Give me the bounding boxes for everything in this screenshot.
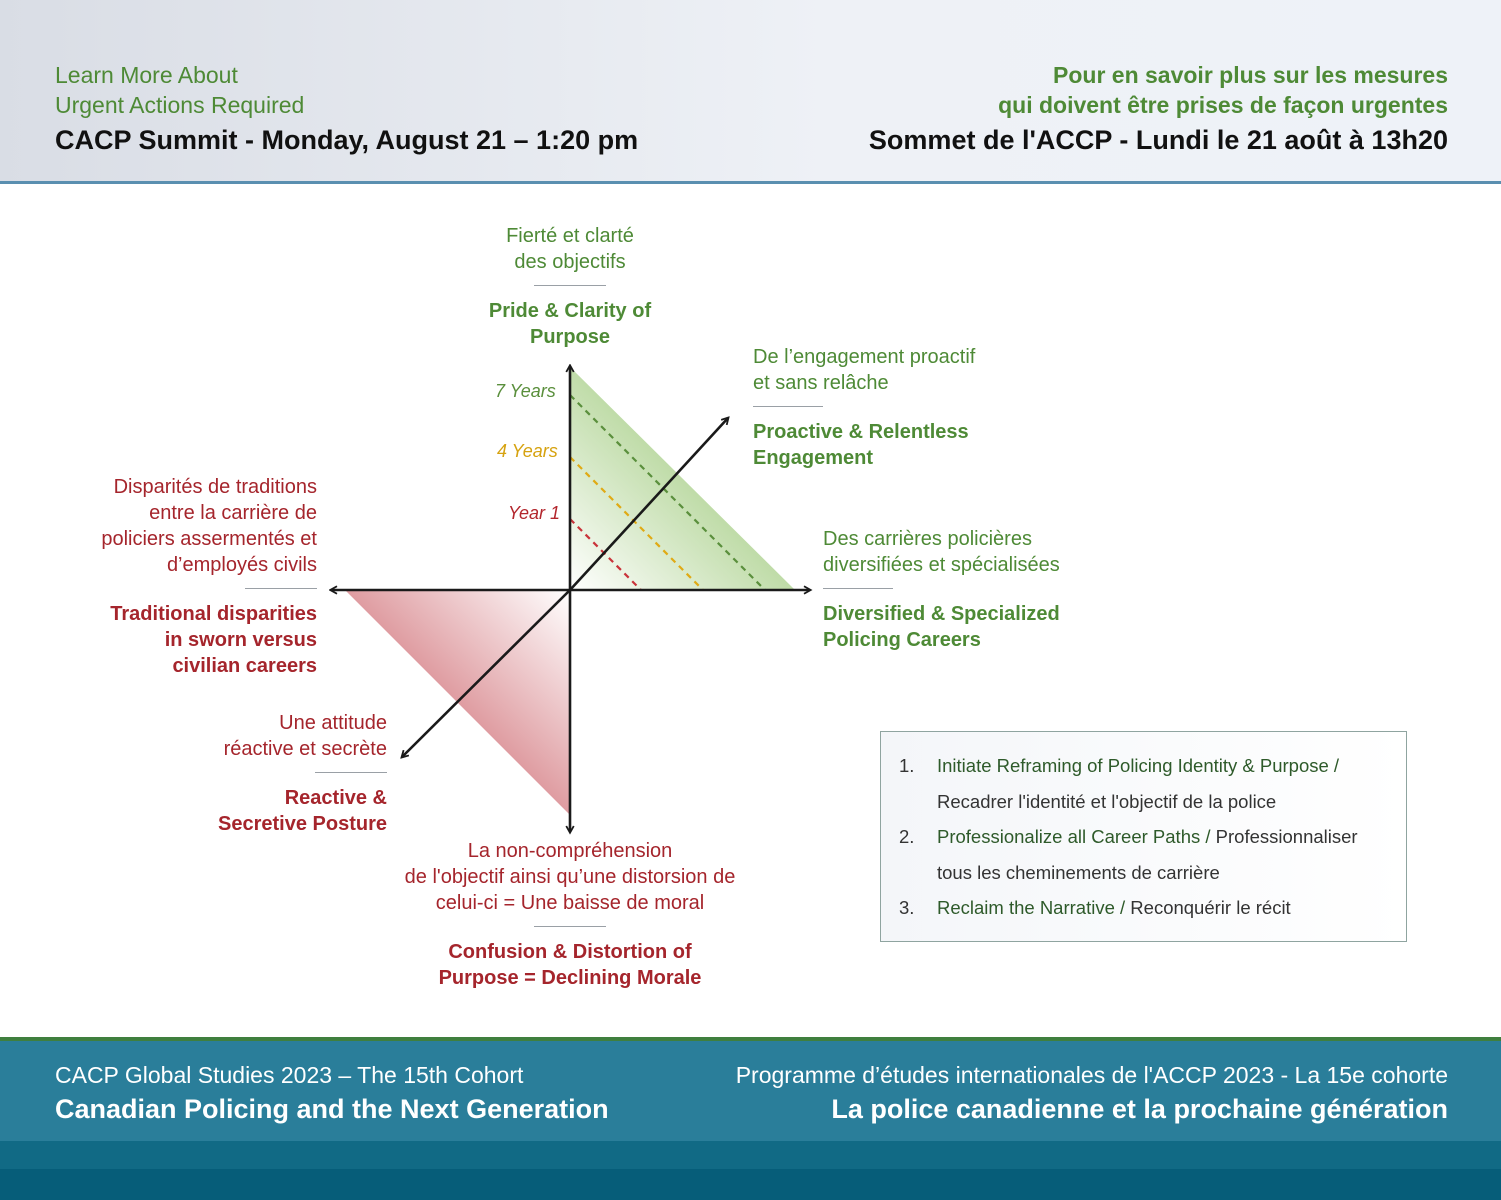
right-en-line1: Diversified & Specialized <box>823 603 1060 625</box>
action-number: 1. <box>899 755 915 776</box>
footer-right <box>736 1059 1448 1127</box>
left-fr-line3: policiers assermentés et <box>101 528 317 550</box>
action-en-text: Reclaim the Narrative / <box>937 897 1126 918</box>
right-fr-line1: Des carrières policières <box>823 528 1032 550</box>
header-left-line2: Urgent Actions Required <box>55 92 305 118</box>
bottom-en-line2: Purpose = Declining Morale <box>438 967 702 989</box>
upper-right-fr-line1: De l’engagement proactif <box>753 346 976 368</box>
footer-left <box>55 1059 609 1127</box>
left-divider <box>245 588 317 589</box>
action-number: 3. <box>899 897 915 918</box>
axis-label-bottom <box>370 838 770 991</box>
footer-band-middle <box>0 1141 1501 1169</box>
action-item <box>899 748 1388 819</box>
header-right <box>869 60 1448 158</box>
top-divider <box>534 285 606 286</box>
action-fr-text: Recadrer l'identité et l'objectif de la police <box>937 790 1277 812</box>
right-divider <box>823 588 893 589</box>
action-en-text: Professionalize all Career Paths / <box>937 826 1211 847</box>
upper-right-en-line1: Proactive & Relentless <box>753 421 969 443</box>
upper-right-en-line2: Engagement <box>753 447 874 469</box>
right-fr-line2: diversifiées et spécialisées <box>823 554 1060 576</box>
timeline-label-year-1: Year 1 <box>508 503 561 523</box>
left-en-line3: civilian careers <box>172 655 317 677</box>
actions-box <box>880 731 1407 942</box>
axis-label-top <box>440 223 700 350</box>
footer-left-title: Canadian Policing and the Next Generation <box>55 1094 609 1124</box>
axis-label-right <box>823 526 1123 653</box>
top-en-line1: Pride & Clarity of <box>488 300 652 322</box>
right-en-line2: Policing Careers <box>823 629 981 651</box>
action-fr-text: Reconquérir le récit <box>1125 897 1291 918</box>
bottom-fr-line3: celui-ci = Une baisse de moral <box>435 892 705 914</box>
left-en-line1: Traditional disparities <box>110 603 317 625</box>
top-fr-line2: des objectifs <box>514 251 626 273</box>
action-item <box>899 890 1388 926</box>
axis-label-left <box>30 474 317 679</box>
top-en-line2: Purpose <box>529 326 611 348</box>
left-fr-line2: entre la carrière de <box>149 502 317 524</box>
upper-right-divider <box>753 406 823 407</box>
lower-left-divider <box>315 772 387 773</box>
bottom-en-line1: Confusion & Distortion of <box>448 941 692 963</box>
left-en-line2: in sworn versus <box>164 629 317 651</box>
bottom-divider <box>534 926 606 927</box>
header-right-title: Sommet de l'ACCP - Lundi le 21 août à 13h20 <box>868 125 1448 155</box>
timeline-label-7-years: 7 Years <box>495 381 556 401</box>
lower-left-en-line1: Reactive & <box>284 787 387 809</box>
header-banner <box>0 0 1501 184</box>
lower-left-fr-line2: réactive et secrète <box>223 738 387 760</box>
action-fr-text: Professionnaliser tous les cheminements de carrière <box>937 826 1358 883</box>
lower-left-fr-line1: Une attitude <box>279 712 387 734</box>
axis-label-lower-left <box>100 710 387 837</box>
action-number: 2. <box>899 826 915 847</box>
footer-right-subtitle: Programme d’études internationales de l'ACCP 2023 - La 15e cohorte <box>735 1062 1448 1088</box>
header-right-line1: Pour en savoir plus sur les mesures <box>1053 62 1448 88</box>
upper-right-fr-line2: et sans relâche <box>753 372 889 394</box>
bottom-fr-line1: La non-compréhension <box>467 840 673 862</box>
header-left-line1: Learn More About <box>55 62 238 88</box>
action-item <box>899 819 1388 890</box>
action-en-text: Initiate Reframing of Policing Identity & Purpose / <box>937 755 1340 776</box>
left-fr-line4: d’employés civils <box>166 554 317 576</box>
axis-label-upper-right <box>753 344 1053 471</box>
footer-left-subtitle: CACP Global Studies 2023 – The 15th Cohort <box>55 1062 524 1088</box>
left-fr-line1: Disparités de traditions <box>113 476 317 498</box>
header-right-line2: qui doivent être prises de façon urgentes <box>998 92 1448 118</box>
header-left <box>55 60 638 158</box>
timeline-label-4-years: 4 Years <box>497 441 558 461</box>
footer-right-title: La police canadienne et la prochaine génération <box>831 1094 1448 1124</box>
lower-left-en-line2: Secretive Posture <box>218 813 387 835</box>
bottom-fr-line2: de l'objectif ainsi qu’une distorsion de <box>404 866 736 888</box>
header-left-title: CACP Summit - Monday, August 21 – 1:20 pm <box>55 125 639 155</box>
footer-band-bottom <box>0 1169 1501 1200</box>
top-fr-line1: Fierté et clarté <box>506 225 634 247</box>
